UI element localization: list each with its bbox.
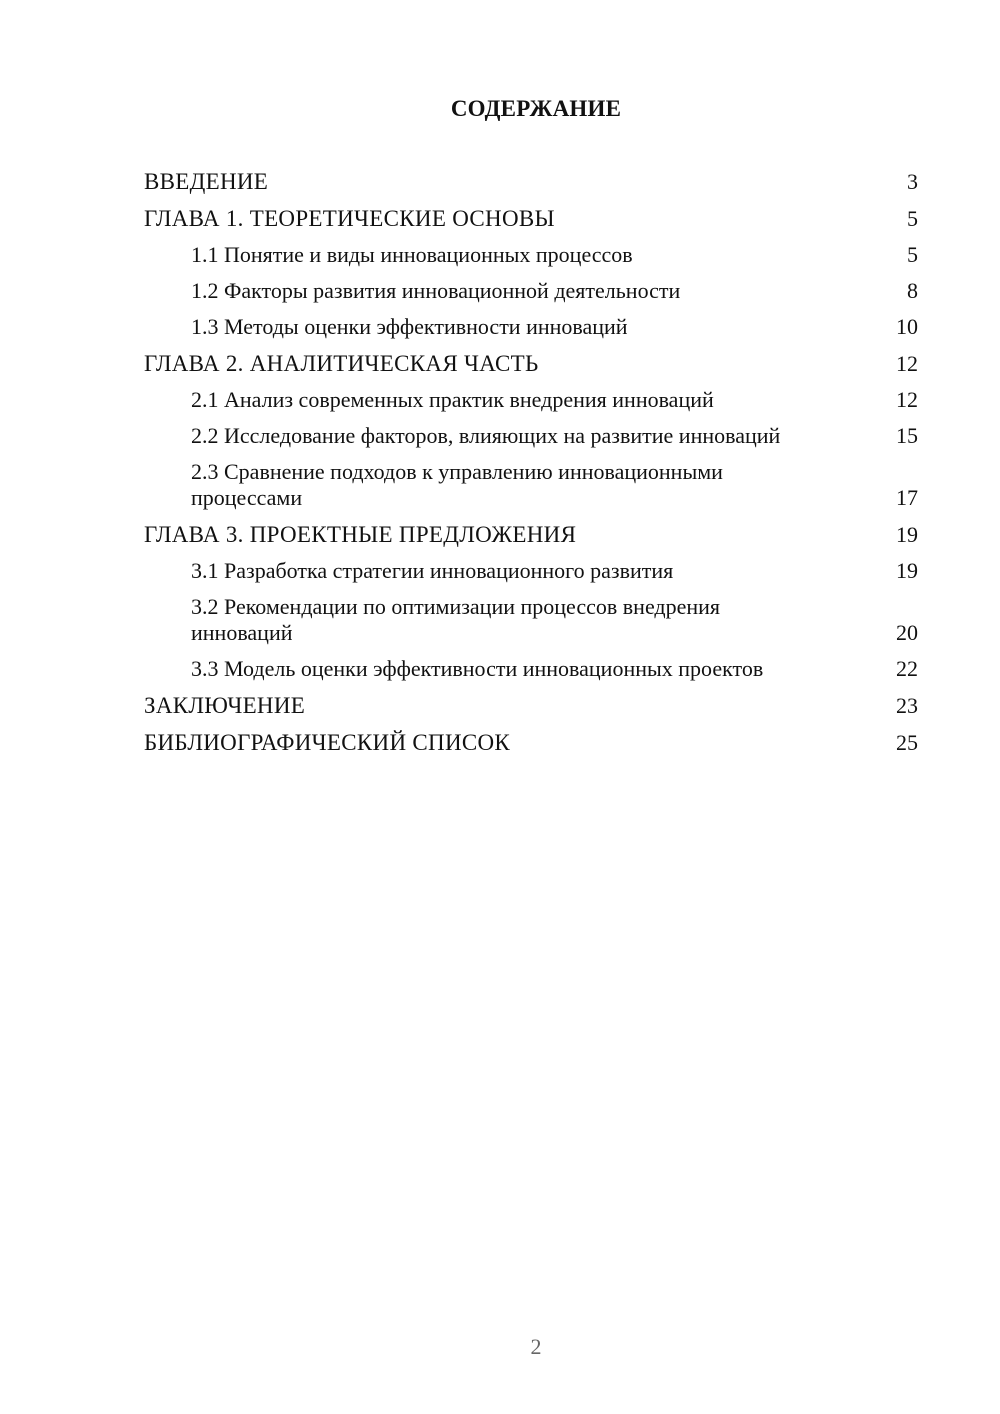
toc-entry-section-3-3 [144,656,920,682]
toc-entry-section-2-1 [144,387,920,413]
toc-entry-chapter-2 [144,350,920,377]
toc-entry-title: 1.1 Понятие и виды инновационных процессов [191,242,633,267]
toc-entry-page: 8 [907,278,918,303]
toc-entry-title: 1.2 Факторы развития инновационной деятельности [191,278,681,303]
page-number: 2 [530,1334,542,1359]
page-title: СОДЕРЖАНИЕ [450,96,622,121]
toc-entry-section-1-1 [144,242,920,268]
toc-entry-title: ГЛАВА 2. АНАЛИТИЧЕСКАЯ ЧАСТЬ [144,351,539,376]
toc-entry-conclusion [144,692,920,719]
toc-entry-page: 25 [896,730,918,755]
toc-entry-chapter-1 [144,205,920,232]
toc-entry-bibliography [144,729,920,756]
toc-entry-page: 23 [896,693,918,718]
toc-entry-title: БИБЛИОГРАФИЧЕСКИЙ СПИСОК [144,730,511,755]
toc-entry-page: 3 [907,169,918,194]
toc-entry-page: 12 [896,351,918,376]
toc-entry-section-3-1 [144,558,920,584]
toc-entry-page: 15 [896,423,918,448]
toc-entry-title: 3.3 Модель оценки эффективности инновационных проектов [191,656,764,681]
toc-entry-page: 20 [896,620,918,645]
toc-entry-page: 12 [896,387,918,412]
toc-entry-section-2-3 [144,459,920,511]
toc-entry-page: 10 [896,314,918,339]
toc-entry-page: 19 [896,558,918,583]
toc-entry-title: 3.1 Разработка стратегии инновационного развития [191,558,674,583]
toc-entry-title: 2.2 Исследование факторов, влияющих на развитие инноваций [191,423,781,448]
toc-entry-section-2-2 [144,423,920,449]
toc-entry-title: ГЛАВА 1. ТЕОРЕТИЧЕСКИЕ ОСНОВЫ [144,206,555,231]
toc-entry-title: ЗАКЛЮЧЕНИЕ [144,693,306,718]
toc-entry-section-1-2 [144,278,920,304]
toc-entry-page: 5 [907,242,918,267]
toc-entry-title: 1.3 Методы оценки эффективности инноваций [191,314,628,339]
toc-entry-page: 19 [896,522,918,547]
toc-entry-title: ГЛАВА 3. ПРОЕКТНЫЕ ПРЕДЛОЖЕНИЯ [144,522,577,547]
toc-entry-title: ВВЕДЕНИЕ [144,169,269,194]
toc-entry-section-3-2 [144,594,920,646]
toc-entry-title: 2.3 Сравнение подходов к управлению инновационными процессами [191,459,723,510]
table-of-contents [144,168,920,766]
toc-entry-page: 5 [907,206,918,231]
toc-entry-title: 3.2 Рекомендации по оптимизации процессов внедрения инноваций [191,594,721,645]
toc-entry-introduction [144,168,920,195]
toc-entry-page: 22 [896,656,918,681]
toc-entry-chapter-3 [144,521,920,548]
toc-entry-title: 2.1 Анализ современных практик внедрения инноваций [191,387,714,412]
toc-entry-page: 17 [896,485,918,510]
toc-entry-section-1-3 [144,314,920,340]
